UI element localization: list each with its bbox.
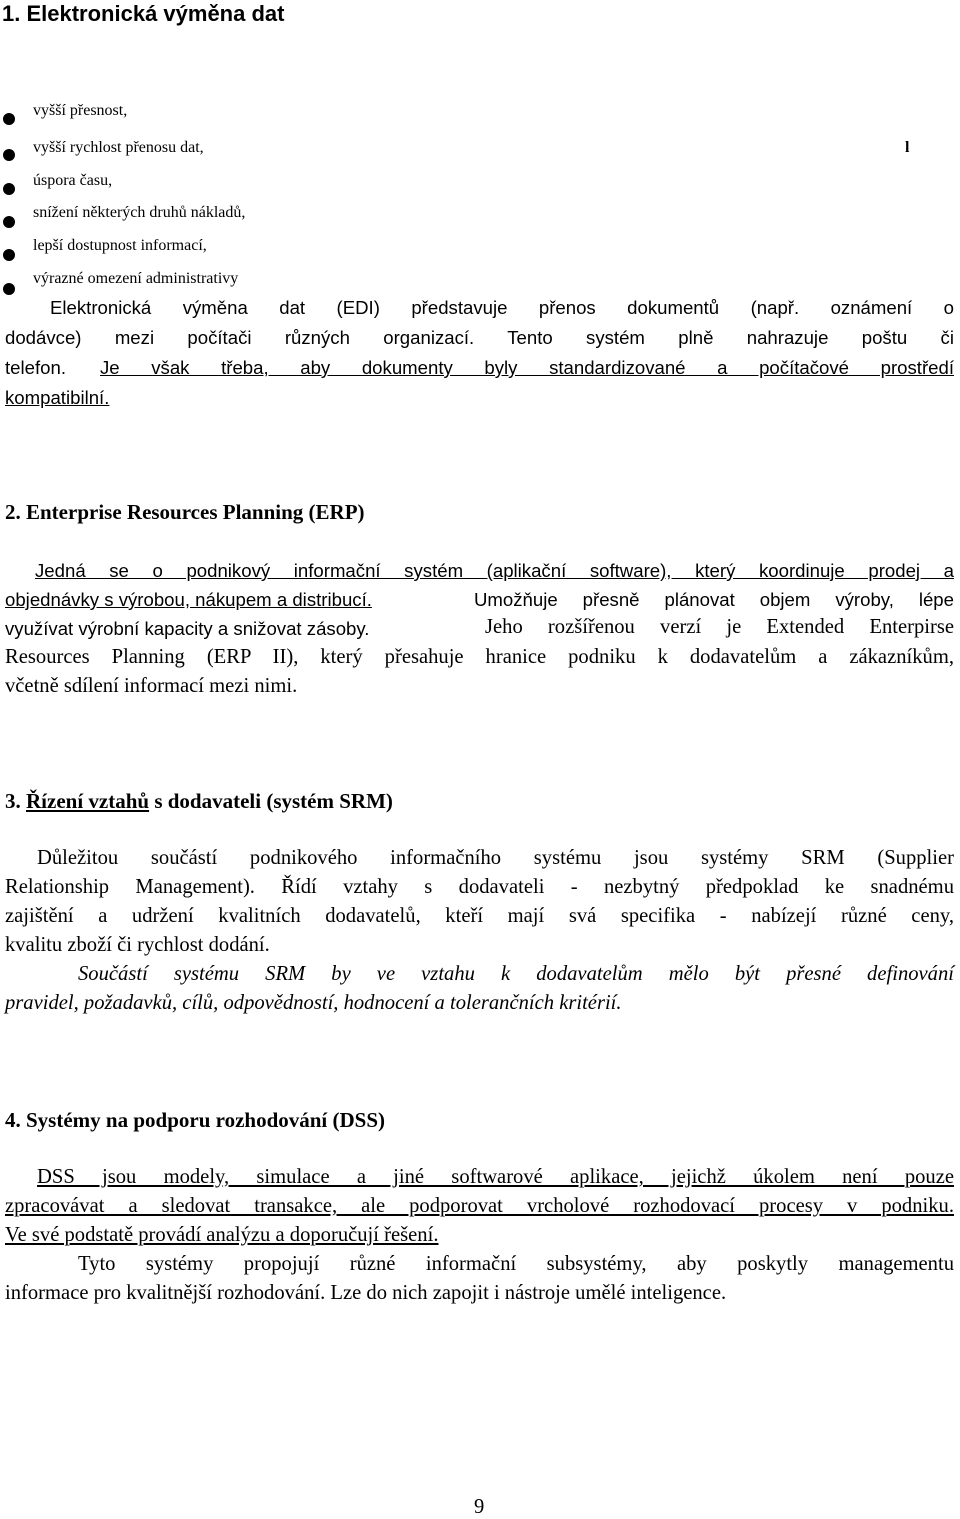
side-mark: l bbox=[905, 139, 910, 156]
paragraph-line: Ve své podstatě provádí analýzu a doporučují řešení. bbox=[5, 1224, 439, 1246]
section-3-title bbox=[5, 789, 393, 814]
bullet-item: lepší dostupnost informací, bbox=[33, 237, 207, 254]
section-2-title: 2. Enterprise Resources Planning (ERP) bbox=[5, 500, 365, 524]
section-3-title-prefix: 3. bbox=[5, 789, 26, 813]
paragraph-line: využívat výrobní kapacity a snižovat zásoby. bbox=[5, 618, 370, 639]
paragraph-line: dodávce) mezi počítači různých organizací. Tento systém plně nahrazuje poštu či bbox=[5, 327, 954, 348]
section-3-title-suffix: s dodavateli (systém SRM) bbox=[149, 789, 393, 813]
bullet-item: výrazné omezení administrativy bbox=[33, 270, 239, 287]
paragraph-line: Jeho rozšířenou verzí je Extended Enterpirse bbox=[485, 616, 954, 638]
paragraph-line: kvalitu zboží či rychlost dodání. bbox=[5, 934, 270, 956]
section-1-title: 1. Elektronická výměna dat bbox=[2, 1, 285, 26]
paragraph-line: Umožňuje přesně plánovat objem výroby, lépe bbox=[474, 589, 954, 610]
paragraph-line: zpracovávat a sledovat transakce, ale podporovat vrcholové rozhodovací procesy v podniku. bbox=[5, 1195, 954, 1217]
bullet-item: vyšší přesnost, bbox=[33, 102, 128, 119]
italic-line: pravidel, požadavků, cílů, odpovědností, hodnocení a tolerančních kritérií. bbox=[5, 992, 622, 1014]
bullet-item: snížení některých druhů nákladů, bbox=[33, 204, 246, 221]
bullet-dot-icon bbox=[3, 149, 15, 161]
section-3-title-underlined: Řízení vztahů bbox=[26, 789, 150, 813]
bullet-item: vyšší rychlost přenosu dat, bbox=[33, 139, 204, 156]
page-number: 9 bbox=[474, 1496, 485, 1518]
paragraph-line: telefon. bbox=[5, 357, 66, 378]
paragraph-line: Důležitou součástí podnikového informačního systému jsou systémy SRM (Supplier bbox=[37, 847, 954, 869]
paragraph-line: DSS jsou modely, simulace a jiné softwarové aplikace, jejichž úkolem není pouze bbox=[37, 1166, 954, 1188]
bullet-dot-icon bbox=[3, 113, 15, 125]
paragraph-line: informace pro kvalitnější rozhodování. Lze do nich zapojit i nástroje umělé inteligence. bbox=[5, 1282, 727, 1304]
paragraph-line: Jedná se o podnikový informační systém (aplikační software), který koordinuje prodej a bbox=[35, 560, 954, 581]
bullet-dot-icon bbox=[3, 183, 15, 195]
paragraph-line: včetně sdílení informací mezi nimi. bbox=[5, 675, 298, 697]
paragraph-line: Relationship Management). Řídí vztahy s dodavateli - nezbytný předpoklad ke snadnému bbox=[5, 876, 954, 898]
paragraph-line: kompatibilní. bbox=[5, 387, 110, 408]
bullet-dot-icon bbox=[3, 249, 15, 261]
paragraph-line: Je však třeba, aby dokumenty byly standardizované a počítačové prostředí bbox=[100, 357, 954, 378]
italic-line: Součástí systému SRM by ve vztahu k dodavatelům mělo být přesné definování bbox=[78, 963, 954, 985]
paragraph-line: zajištění a udržení kvalitních dodavatelů, kteří mají svá specifika - nabízejí různé ceny, bbox=[5, 905, 954, 927]
paragraph-line: Elektronická výměna dat (EDI) představuje přenos dokumentů (např. oznámení o bbox=[50, 297, 954, 318]
section-4-title: 4. Systémy na podporu rozhodování (DSS) bbox=[5, 1108, 386, 1132]
bullet-item: úspora času, bbox=[33, 172, 113, 189]
paragraph-line: objednávky s výrobou, nákupem a distribucí. bbox=[5, 589, 372, 610]
paragraph-line: Resources Planning (ERP II), který přesahuje hranice podniku k dodavatelům a zákazníkům, bbox=[5, 646, 954, 668]
paragraph-line: Tyto systémy propojují různé informační subsystémy, aby poskytly managementu bbox=[78, 1253, 954, 1275]
bullet-dot-icon bbox=[3, 283, 15, 295]
bullet-dot-icon bbox=[3, 216, 15, 228]
